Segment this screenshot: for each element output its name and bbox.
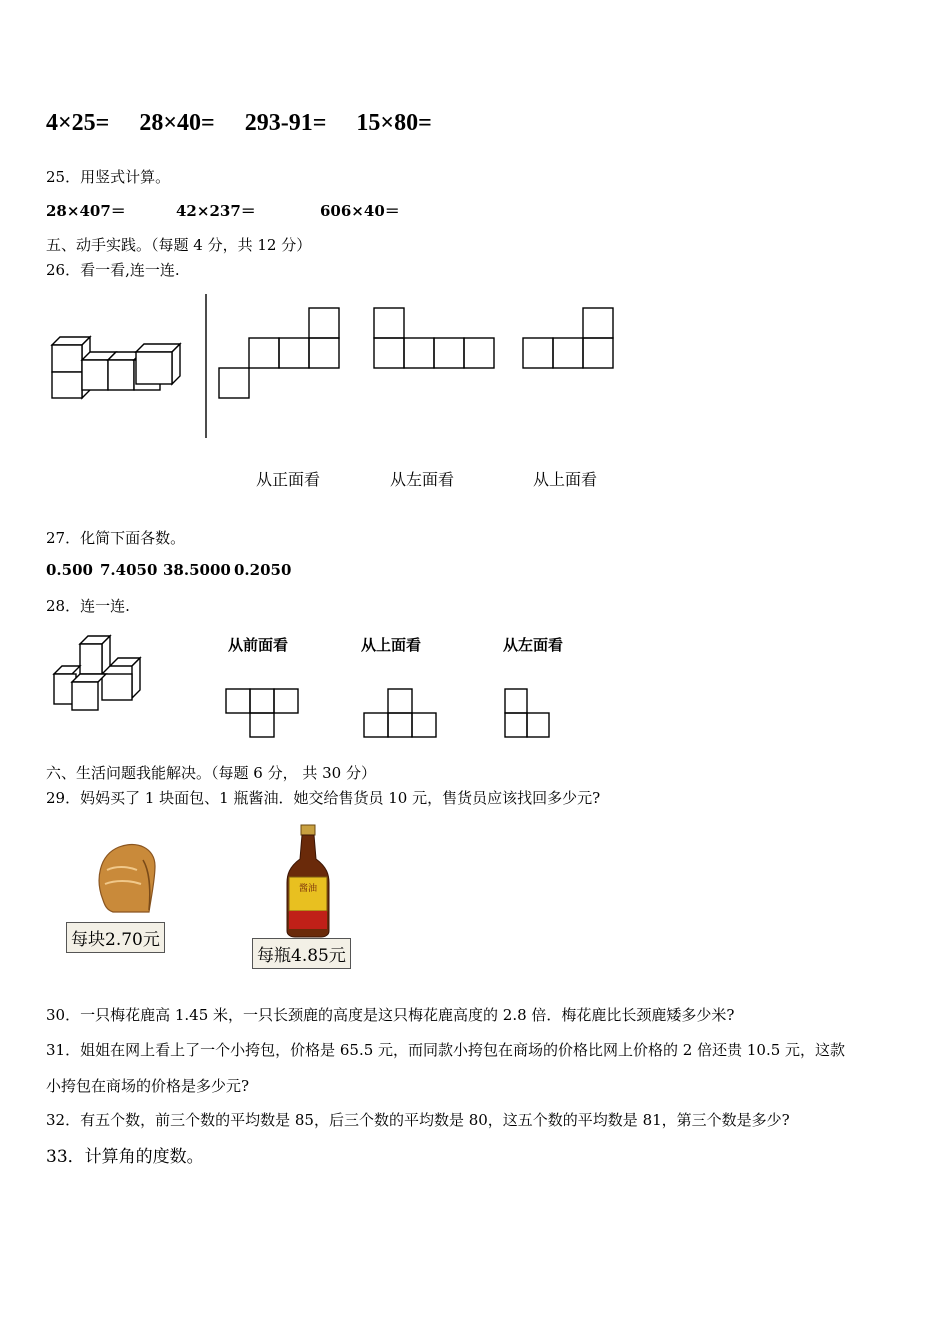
q26-title: 26．看一看,连一连. bbox=[46, 261, 180, 279]
q28-view-top bbox=[364, 689, 436, 737]
q26-label-left: 从左面看 bbox=[390, 470, 455, 489]
q26-view-top bbox=[523, 308, 613, 368]
q26-figures bbox=[40, 290, 660, 450]
bread-price-tag: 每块2.70元 bbox=[66, 922, 165, 953]
soy-sauce-bottle-icon bbox=[283, 823, 333, 938]
q28-label-front: 从前面看 bbox=[228, 636, 289, 654]
q25-title: 25．用竖式计算。 bbox=[46, 168, 171, 186]
bottle-price-tag: 每瓶4.85元 bbox=[252, 938, 351, 969]
oral-calc-item: 28×40= bbox=[139, 110, 215, 136]
q28-view-left bbox=[505, 689, 549, 737]
q26-label-top: 从上面看 bbox=[533, 470, 598, 489]
oral-calc-item: 4×25= bbox=[46, 110, 110, 136]
q30-text: 30．一只梅花鹿高 1.45 米，一只长颈鹿的高度是这只梅花鹿高度的 2.8 倍．梅花鹿比长颈鹿矮多少米? bbox=[46, 1006, 735, 1024]
bread-icon bbox=[93, 840, 163, 915]
q32-text: 32．有五个数，前三个数的平均数是 85，后三个数的平均数是 80，这五个数的平均数是 81，第三个数是多少? bbox=[46, 1111, 790, 1129]
q27-title: 27．化简下面各数。 bbox=[46, 529, 186, 547]
section6-title: 六、生活问题我能解决。（每题 6 分， 共 30 分） bbox=[46, 764, 376, 782]
q26-view-front bbox=[219, 308, 339, 398]
q28-solid-figure bbox=[54, 636, 140, 710]
q25-item: 42×237＝ bbox=[176, 202, 256, 220]
q33-text: 33．计算角的度数。 bbox=[46, 1147, 204, 1167]
q25-items bbox=[46, 200, 400, 221]
oral-calc-item: 15×80= bbox=[356, 110, 432, 136]
q28-label-top: 从上面看 bbox=[361, 636, 422, 654]
q27-number: 7.4050 bbox=[100, 561, 158, 579]
q25-item: 28×407＝ bbox=[46, 202, 126, 220]
q28-figures bbox=[50, 634, 570, 744]
q25-item: 606×40＝ bbox=[320, 202, 400, 220]
q28-title: 28．连一连. bbox=[46, 597, 130, 615]
oral-calc-row bbox=[46, 110, 456, 137]
section5-title: 五、动手实践。（每题 4 分，共 12 分） bbox=[46, 236, 312, 254]
q31-line2: 小挎包在商场的价格是多少元? bbox=[46, 1077, 250, 1095]
q27-number: 38.5000 bbox=[163, 561, 231, 579]
q26-label-front: 从正面看 bbox=[256, 470, 321, 489]
q27-numbers bbox=[46, 561, 291, 579]
q28-view-front bbox=[226, 689, 298, 737]
q26-solid-figure bbox=[52, 337, 180, 398]
q31-line1: 31．姐姐在网上看上了一个小挎包，价格是 65.5 元，而同款小挎包在商场的价格比网上价格的 2 倍还贵 10.5 元，这款 bbox=[46, 1041, 846, 1059]
bottle-label: 酱油 bbox=[298, 884, 318, 894]
q27-number: 0.500 bbox=[46, 561, 93, 579]
q27-number: 0.2050 bbox=[234, 561, 292, 579]
oral-calc-item: 293-91= bbox=[244, 110, 327, 136]
q26-view-left bbox=[374, 308, 494, 368]
q28-label-left: 从左面看 bbox=[503, 636, 564, 654]
q29-title: 29．妈妈买了 1 块面包、1 瓶酱油．她交给售货员 10 元，售货员应该找回多少元? bbox=[46, 789, 601, 807]
